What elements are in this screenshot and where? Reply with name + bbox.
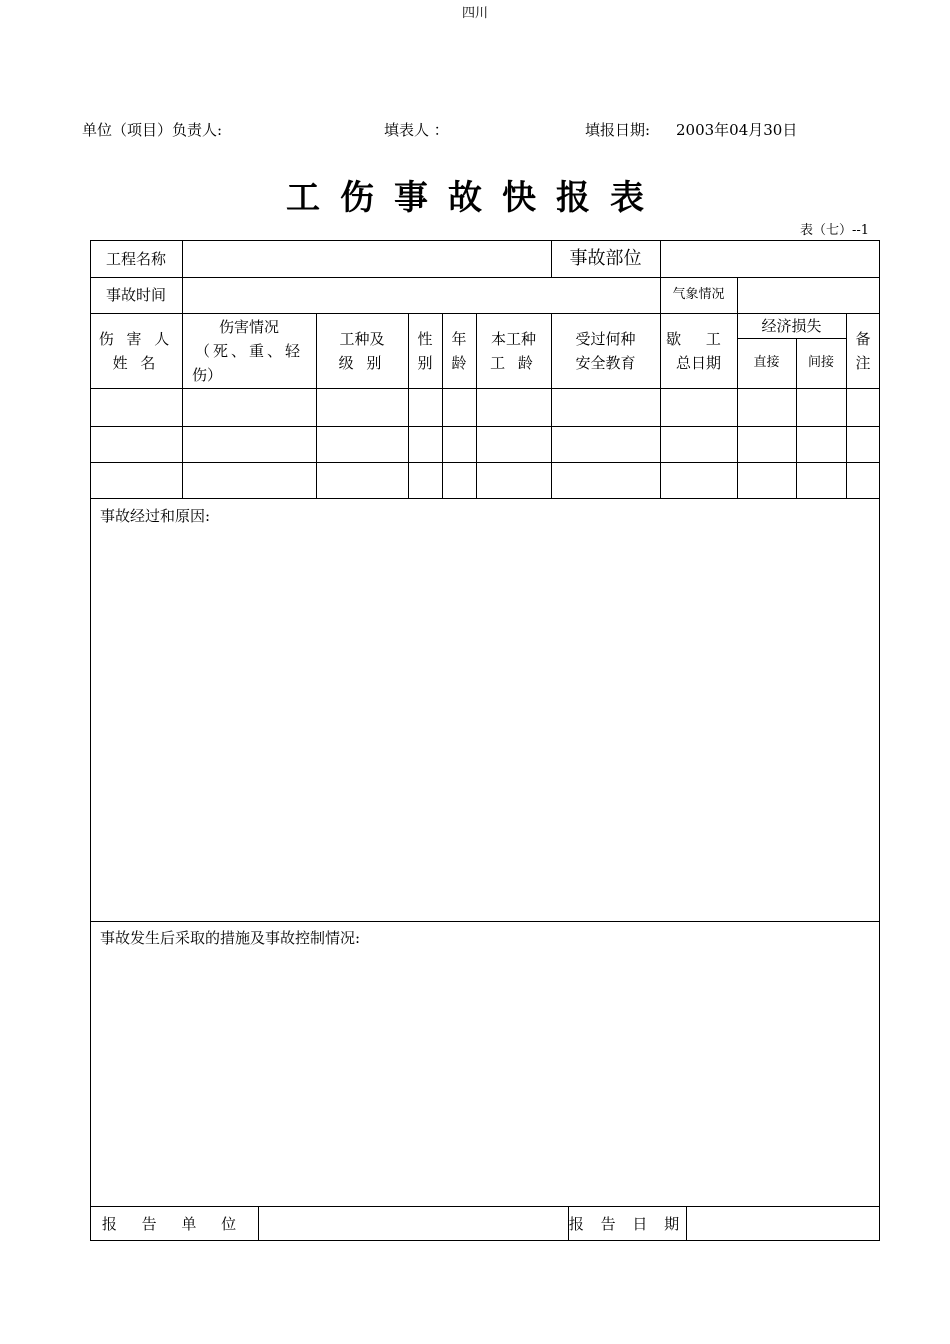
accident-site-field[interactable] xyxy=(661,241,879,276)
direct-loss-header: 直接 xyxy=(753,355,780,370)
date-value: 2003年04月30日 xyxy=(676,121,798,139)
weather-field[interactable] xyxy=(738,278,879,312)
sex-header: 性 别 xyxy=(417,329,433,372)
project-name-label: 工程名称 xyxy=(105,249,166,268)
filler-label: 填表人 ： xyxy=(384,121,449,139)
accident-process-field[interactable] xyxy=(91,530,879,920)
victim-name-header: 伤 害 人 姓 名 xyxy=(98,329,174,372)
form-code: 表（七）--1 xyxy=(799,223,869,238)
economic-loss-header: 经济损失 xyxy=(761,316,822,335)
service-years-header: 本工种 工 龄 xyxy=(490,329,537,372)
report-date-field[interactable] xyxy=(687,1207,879,1240)
table-row[interactable] xyxy=(91,389,879,425)
report-unit-field[interactable] xyxy=(259,1207,567,1240)
trade-header: 工种及 级 别 xyxy=(338,329,386,372)
leave-days-header: 歇 工 总日期 xyxy=(666,329,731,372)
indirect-loss-header: 间接 xyxy=(807,355,834,370)
project-name-field[interactable] xyxy=(183,241,550,276)
report-date-label: 报 告 日 期 xyxy=(568,1214,686,1233)
table-row[interactable] xyxy=(91,427,879,461)
accident-time-field[interactable] xyxy=(183,278,659,312)
row-line xyxy=(90,921,880,922)
remark-header: 备 注 xyxy=(855,329,871,372)
age-header: 年 龄 xyxy=(451,329,467,372)
form-title: 工伤事故快报表 xyxy=(286,178,664,218)
measures-field[interactable] xyxy=(91,952,879,1205)
report-unit-label: 报 告 单 位 xyxy=(101,1214,247,1233)
weather-label: 气象情况 xyxy=(672,287,725,302)
injury-header: 伤害情况 （死、重、轻 伤） xyxy=(192,317,303,384)
measures-label: 事故发生后采取的措施及事故控制情况: xyxy=(100,929,361,947)
page-header: 四川 xyxy=(461,6,488,21)
training-header: 受过何种 安全教育 xyxy=(575,329,636,372)
accident-site-label: 事故部位 xyxy=(569,247,642,269)
unit-leader-label: 单位（项目）负责人: xyxy=(82,121,223,139)
table-row[interactable] xyxy=(91,463,879,497)
accident-process-label: 事故经过和原因: xyxy=(100,507,211,525)
row-line xyxy=(90,498,880,499)
accident-time-label: 事故时间 xyxy=(105,286,166,304)
date-label: 填报日期: xyxy=(585,121,651,139)
